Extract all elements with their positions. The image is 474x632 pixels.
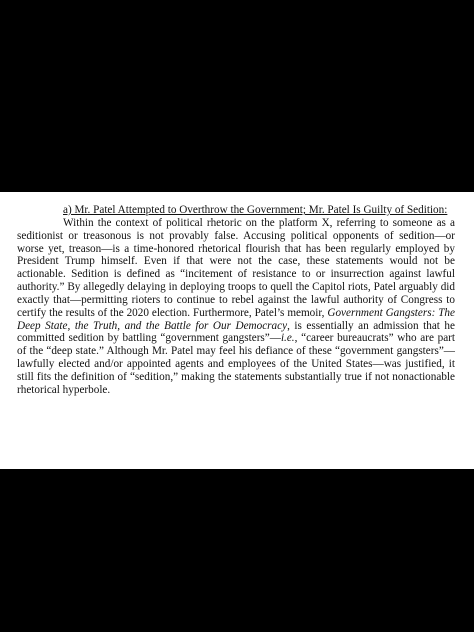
section-heading: a) Mr. Patel Attempted to Overthrow the Government; Mr. Patel Is Guilty of Sedition:: [63, 204, 448, 216]
paragraph-text-part-1: Within the context of political rhetoric on the platform X, referring to someone as a seditionist or treasonous is not provably false. Accusing political opponents of sedition—or worse yet, treason—is a time-honored rhetorical flourish that has been regularly employed by President Trump himself. Even if that were not the case, these statements would not be actionable. Sedition is defined as “incitement of resistance to or insurrection against lawful authority.” By allegedly delaying in deploying troops to quell the Capitol riots, Patel arguably did exactly that—permitting rioters to continue to rebel against the lawful authority of Congress to certify the results of the 2020 election. Furthermore, Patel’s memoir,: [17, 216, 455, 319]
body-paragraph: [17, 217, 455, 397]
paragraph-text-part-2: , is essentially an admission that he committed sedition by battling “government gangsters”—: [17, 319, 455, 345]
document-content: [17, 204, 455, 397]
document-page: [0, 192, 474, 469]
book-title: Government Gangsters: The Deep State, the Truth, and the Battle for Our Democracy: [17, 306, 455, 332]
ie-abbreviation: i.e.: [280, 332, 295, 345]
paragraph-text-part-3: , “career bureaucrats” who are part of the “deep state.” Although Mr. Patel may feel his defiance of these “government gangsters”—lawfully elected and/or appointed agents and employees of the United States—was justified, it still fits the definition of “sedition,” making the statements substantially true if not nonactionable rhetorical hyperbole.: [17, 332, 456, 396]
